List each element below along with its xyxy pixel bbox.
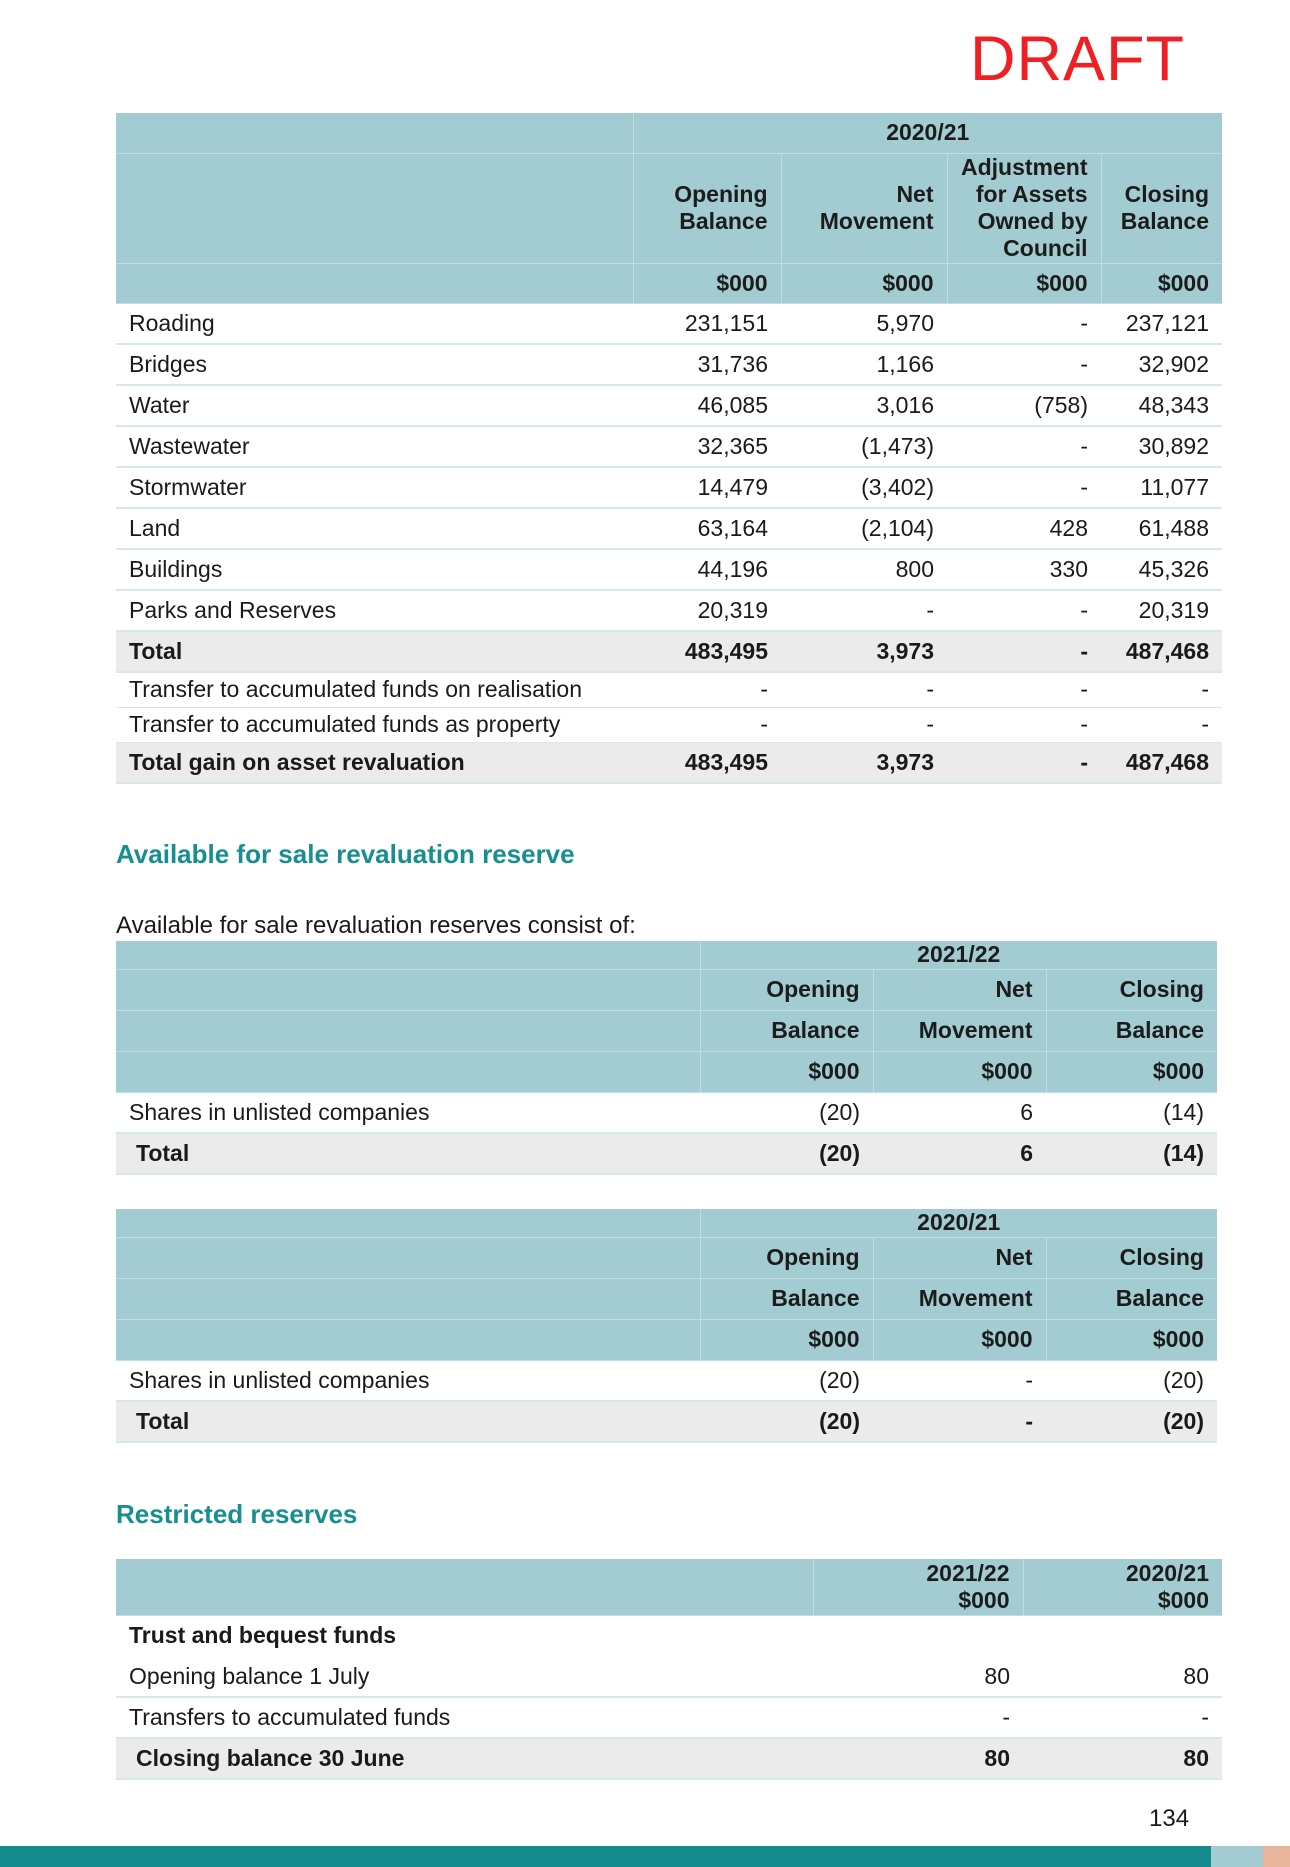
table-row <box>116 426 1222 467</box>
cell-value: 80 <box>1023 1738 1222 1779</box>
cell-value: - <box>1101 672 1222 707</box>
row-label: Total <box>116 1401 700 1442</box>
section-heading-available-for-sale: Available for sale revaluation reserve <box>116 839 575 869</box>
unit-header: $000 <box>1046 1051 1217 1092</box>
col-header-opening: Opening <box>700 1237 873 1278</box>
cell-value: 20,319 <box>1101 590 1222 631</box>
cell-value: 44,196 <box>633 549 781 590</box>
cell-value: (2,104) <box>781 508 947 549</box>
cell-value: - <box>633 707 781 742</box>
table-row <box>116 385 1222 426</box>
cell-value: 61,488 <box>1101 508 1222 549</box>
afs-reserve-table-2021-22 <box>116 941 1217 1175</box>
cell-value: 6 <box>873 1133 1046 1174</box>
unit-header: $000 <box>947 263 1101 303</box>
total-row <box>116 1133 1217 1174</box>
row-label: Land <box>116 508 633 549</box>
cell-value: - <box>947 707 1101 742</box>
cell-value: (20) <box>700 1401 873 1442</box>
cell-value: 237,121 <box>1101 303 1222 344</box>
row-label: Bridges <box>116 344 633 385</box>
cell-value: - <box>947 467 1101 508</box>
cell-value: - <box>947 303 1101 344</box>
restricted-reserves-table <box>116 1559 1222 1780</box>
cell-value: - <box>781 672 947 707</box>
cell-value: 3,016 <box>781 385 947 426</box>
cell-value: - <box>947 344 1101 385</box>
row-label: Opening balance 1 July <box>116 1656 813 1697</box>
year-header: 2020/21 <box>633 113 1222 153</box>
cell-value: (20) <box>1046 1401 1217 1442</box>
col-header-net: Net <box>873 1237 1046 1278</box>
row-label: Transfers to accumulated funds <box>116 1697 813 1738</box>
unit-header: $000 <box>781 263 947 303</box>
unit-header: $000 <box>873 1051 1046 1092</box>
cell-value: 330 <box>947 549 1101 590</box>
cell-value: - <box>781 590 947 631</box>
cell-value: - <box>633 672 781 707</box>
cell-value: - <box>1023 1697 1222 1738</box>
unit-header: $000 <box>873 1319 1046 1360</box>
table-row <box>116 344 1222 385</box>
row-label: Buildings <box>116 549 633 590</box>
afs-reserve-table-2020-21 <box>116 1209 1217 1443</box>
cell-value: (20) <box>700 1360 873 1401</box>
total-row <box>116 1738 1222 1779</box>
cell-value: 483,495 <box>633 742 781 783</box>
cell-value: - <box>947 742 1101 783</box>
group-row <box>116 1615 1222 1656</box>
total-row <box>116 1401 1217 1442</box>
col-header-opening: Opening <box>700 969 873 1010</box>
unit-header: $000 <box>633 263 781 303</box>
cell-value: 6 <box>873 1092 1046 1133</box>
col-header-closing: Closing <box>1046 969 1217 1010</box>
cell-value: (20) <box>1046 1360 1217 1401</box>
unit-header: $000 <box>700 1319 873 1360</box>
section-intro: Available for sale revaluation reserves consist of: <box>116 912 636 939</box>
row-label: Total gain on asset revaluation <box>116 742 633 783</box>
cell-value: - <box>947 631 1101 672</box>
table-row <box>116 1697 1222 1738</box>
footer-accent-peach <box>1263 1846 1290 1867</box>
group-label: Trust and bequest funds <box>129 1622 397 1649</box>
col-header-closing: Closing <box>1046 1237 1217 1278</box>
cell-value: 32,902 <box>1101 344 1222 385</box>
cell-value: 14,479 <box>633 467 781 508</box>
table-row <box>116 303 1222 344</box>
col-header-balance: Balance <box>1046 1010 1217 1051</box>
col-header-opening-balance: Opening Balance <box>633 153 781 263</box>
cell-value: 45,326 <box>1101 549 1222 590</box>
cell-value: 11,077 <box>1101 467 1222 508</box>
row-label: Shares in unlisted companies <box>116 1360 700 1401</box>
cell-value: (1,473) <box>781 426 947 467</box>
footer-bar <box>0 1846 1290 1867</box>
table-row <box>116 1656 1222 1697</box>
row-label: Stormwater <box>116 467 633 508</box>
cell-value: - <box>947 672 1101 707</box>
table-row <box>116 549 1222 590</box>
unit-header: $000 <box>1046 1319 1217 1360</box>
cell-value: (758) <box>947 385 1101 426</box>
total-row <box>116 631 1222 672</box>
cell-value: 80 <box>813 1656 1023 1697</box>
col-header-closing-balance: Closing Balance <box>1101 153 1222 263</box>
col-header-adjustment: Adjustment for Assets Owned by Council <box>947 153 1101 263</box>
cell-value: - <box>947 426 1101 467</box>
cell-value: 487,468 <box>1101 631 1222 672</box>
row-label: Transfer to accumulated funds as property <box>116 707 633 742</box>
col-header-movement: Movement <box>873 1010 1046 1051</box>
row-label: Transfer to accumulated funds on realisation <box>116 672 633 707</box>
transfer-row <box>116 707 1222 742</box>
cell-value: 3,973 <box>781 742 947 783</box>
table-row <box>116 508 1222 549</box>
cell-value: (20) <box>700 1092 873 1133</box>
row-label: Closing balance 30 June <box>116 1738 813 1779</box>
col-header-2020-21: 2020/21 $000 <box>1023 1559 1222 1615</box>
col-header-balance: Balance <box>700 1278 873 1319</box>
row-label: Wastewater <box>116 426 633 467</box>
col-header-net-movement: Net Movement <box>781 153 947 263</box>
cell-value: 231,151 <box>633 303 781 344</box>
section-heading-restricted-reserves: Restricted reserves <box>116 1499 358 1529</box>
row-label: Water <box>116 385 633 426</box>
cell-value: 487,468 <box>1101 742 1222 783</box>
col-header-2021-22: 2021/22 $000 <box>813 1559 1023 1615</box>
cell-value: 32,365 <box>633 426 781 467</box>
cell-value: - <box>781 707 947 742</box>
cell-value: 800 <box>781 549 947 590</box>
table-row <box>116 1360 1217 1401</box>
unit-header: $000 <box>700 1051 873 1092</box>
footer-accent-light <box>1211 1846 1263 1867</box>
cell-value: 46,085 <box>633 385 781 426</box>
cell-value: (3,402) <box>781 467 947 508</box>
cell-value: 20,319 <box>633 590 781 631</box>
cell-value: 80 <box>813 1738 1023 1779</box>
col-header-balance: Balance <box>1046 1278 1217 1319</box>
col-header-balance: Balance <box>700 1010 873 1051</box>
col-header-movement: Movement <box>873 1278 1046 1319</box>
cell-value: 1,166 <box>781 344 947 385</box>
cell-value: - <box>1101 707 1222 742</box>
cell-value: 48,343 <box>1101 385 1222 426</box>
page-number: 134 <box>1149 1805 1190 1832</box>
cell-value: 428 <box>947 508 1101 549</box>
col-header-net: Net <box>873 969 1046 1010</box>
row-label: Shares in unlisted companies <box>116 1092 700 1133</box>
cell-value: 30,892 <box>1101 426 1222 467</box>
year-header: 2021/22 <box>700 941 1217 969</box>
cell-value: - <box>873 1401 1046 1442</box>
cell-value: - <box>813 1697 1023 1738</box>
cell-value: (14) <box>1046 1092 1217 1133</box>
cell-value: (20) <box>700 1133 873 1174</box>
cell-value: 483,495 <box>633 631 781 672</box>
cell-value: 3,973 <box>781 631 947 672</box>
table-row <box>116 1092 1217 1133</box>
draft-watermark: DRAFT <box>970 24 1185 94</box>
transfer-row <box>116 672 1222 707</box>
row-label: Total <box>116 631 633 672</box>
year-header: 2020/21 <box>700 1209 1217 1237</box>
cell-value: 80 <box>1023 1656 1222 1697</box>
cell-value: (14) <box>1046 1133 1217 1174</box>
unit-header: $000 <box>1101 263 1222 303</box>
table-row <box>116 590 1222 631</box>
row-label: Roading <box>116 303 633 344</box>
cell-value: - <box>873 1360 1046 1401</box>
table-row <box>116 467 1222 508</box>
grand-total-row <box>116 742 1222 783</box>
cell-value: 63,164 <box>633 508 781 549</box>
row-label: Parks and Reserves <box>116 590 633 631</box>
row-label: Total <box>116 1133 700 1174</box>
cell-value: - <box>947 590 1101 631</box>
asset-revaluation-table-2020-21 <box>116 113 1222 784</box>
cell-value: 31,736 <box>633 344 781 385</box>
cell-value: 5,970 <box>781 303 947 344</box>
